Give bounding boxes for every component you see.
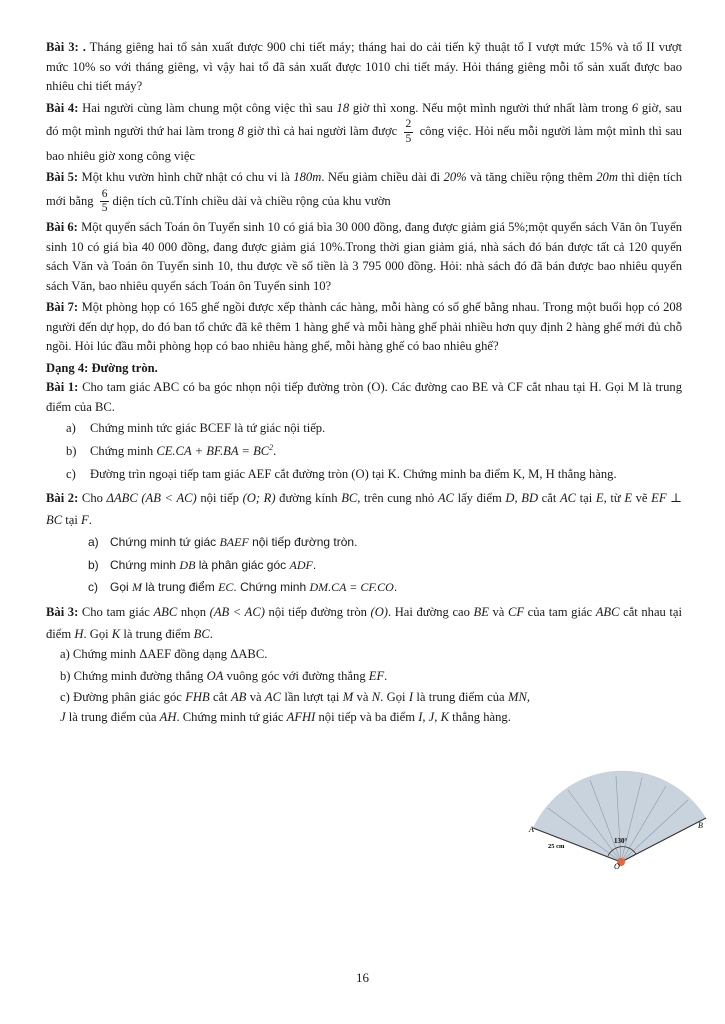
circle-exercise-2-parts [88, 533, 682, 597]
list-item: c) Đường trìn ngoại tiếp tam giác AEF cắt đường tròn (O) tại K. Chứng minh ba điểm K, M, H thẳng hàng. [66, 466, 617, 481]
document-body [46, 38, 682, 729]
list-item: a) Chứng minh ΔAEF đồng dạng ΔABC. [60, 647, 268, 662]
circle-exercise-1: Bài 1: Cho tam giác ABC có ba góc nhọn nội tiếp đường tròn (O). Các đường cao BE và CF cắt nhau tại H. Gọi M là trung điểm của BC. [46, 380, 682, 414]
circle-exercise-2: Bài 2: Cho ΔABC (AB < AC) nội tiếp (O; R) đường kính BC, trên cung nhỏ AC lấy điểm D, BD cắt AC tại E, từ E vẽ EF ⊥ BC tại F. [46, 491, 682, 528]
point-b-label: B [698, 821, 703, 830]
circle-exercise-1-parts [66, 419, 682, 484]
section-heading-circle: Dạng 4: Đường tròn. [46, 360, 158, 375]
list-item: c) Gọi M là trung điểm EC. Chứng minh DM.CA = CF.CO. [88, 580, 398, 595]
exercise-3-production: Bài 3: . Tháng giêng hai tổ sản xuất được 900 chi tiết máy; tháng hai do cải tiến kỹ thuật tổ I vượt mức 15% và tổ II vượt mức 10% so với tháng giêng, vì vậy hai tổ đã sản xuất được 1010 chi tiết máy. Hỏi tháng giêng mỗi tổ sản xuất được bao nhiêu chi tiết máy? [46, 40, 682, 94]
angle-label: 130° [614, 837, 628, 845]
list-item: b) Chứng minh DB là phân giác góc ADF. [88, 557, 317, 572]
point-a-label: A [529, 825, 534, 834]
list-item: a) Chứng minh tứ giác BAEF nội tiếp đường tròn. [88, 535, 358, 550]
exercise-5-garden: Bài 5: Một khu vườn hình chữ nhật có chu vi là 180m. Nếu giảm chiều dài đi 20% và tăng chiều rộng thêm 20m thì diện tích mới bằng $\frac{6}{5}$ diện tích cũ.Tính chiều dài và chiều rộng của khu vườn [46, 170, 683, 215]
point-o-label: O [614, 862, 620, 870]
fan-figure [528, 770, 708, 870]
fraction-six-fifths: $\frac{6}{5}$ [101, 187, 108, 215]
circle-exercise-3-parts [60, 645, 530, 727]
exercise-7-chairs: Bài 7: Một phòng họp có 165 ghế ngồi được xếp thành các hàng, mỗi hàng có số ghế bằng nhau. Trong một buổi họp có 208 người đến dự họp, do đó ban tổ chức đã kê thêm 1 hàng ghế và mỗi hàng ghế phải nhiều hơn quy định 2 hàng ghế mới đủ chỗ ngồi. Hỏi lúc đầu mỗi phòng họp có bao nhiêu hàng ghế, mỗi hàng ghế có bao nhiêu ghế? [46, 300, 683, 354]
page-number: 16 [356, 970, 369, 985]
list-item: c) Đường phân giác góc FHB cắt AB và AC lần lượt tại M và N. Gọi I là trung điểm của MN, J là trung điểm của AH. Chứng minh tứ giác AFHI nội tiếp và ba điểm I, J, K thẳng hàng. [60, 690, 531, 724]
list-item: b) Chứng minh đường thẳng OA vuông góc với đường thẳng EF. [60, 668, 388, 683]
exercise-4-work: Bài 4: Hai người cùng làm chung một công việc thì sau 18 giờ thì xong. Nếu một mình người thứ nhất làm trong 6 giờ, sau đó một mình người thứ hai làm trong 8 giờ thì cả hai người làm được $\frac{2}{5}$ công việc. Hỏi nếu mỗi người làm một mình thì sau bao nhiêu giờ xong công việc [46, 100, 682, 163]
list-item: a) Chứng minh tức giác BCEF là tứ giác nội tiếp. [66, 421, 326, 436]
exercise-6-books: Bài 6: Một quyển sách Toán ôn Tuyển sinh 10 có giá bìa 30 000 đồng, đang được giảm giá 5%;một quyển sách Văn ôn Tuyển sinh 10 có giá bìa 40 000 đồng, đang được giảm giá 10%.Trong thời gian giảm giá, nhà sách đó bán được tất cả 120 quyển sách Văn và Toán ôn Tuyển sinh 10, thu được về số tiền là 3 795 000 đồng. Hỏi: nhà sách đó đã bán được bao nhiêu quyển sách Văn, bao nhiêu quyển sách Toán ôn Tuyển sinh 10? [46, 220, 682, 293]
radius-label: 25 cm [548, 843, 565, 850]
circle-exercise-3: Bài 3: Cho tam giác ABC nhọn (AB < AC) nội tiếp đường tròn (O). Hai đường cao BE và CF của tam giác ABC cắt nhau tại điểm H. Gọi K là trung điểm BC. [46, 605, 683, 642]
list-item: b) Chứng minh $CE.CA + BF.BA = BC^2$. [66, 442, 277, 459]
fraction-two-fifths: $\frac{2}{5}$ [405, 118, 412, 145]
